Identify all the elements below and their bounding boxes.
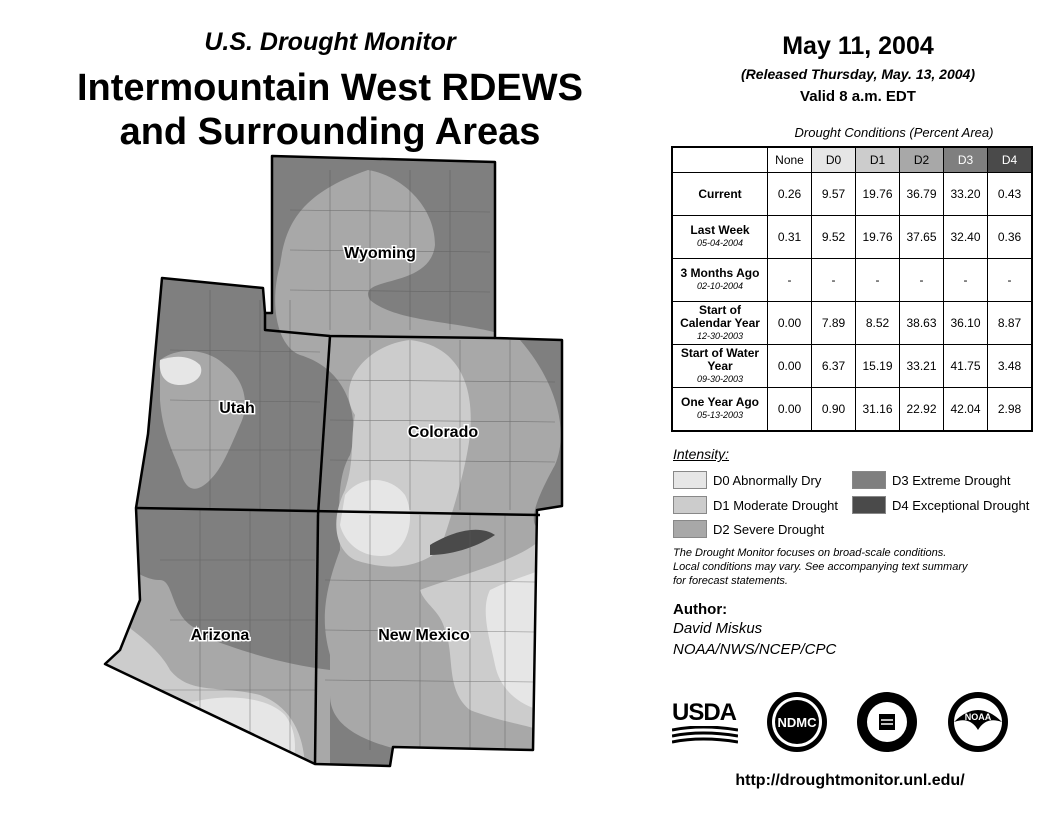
table-cell: 0.90	[812, 388, 856, 431]
table-cell: 9.57	[812, 173, 856, 216]
row-date: 02-10-2004	[696, 281, 744, 291]
legend-swatch	[673, 520, 707, 538]
legend-item-d2	[673, 520, 824, 538]
table-cell: -	[900, 259, 944, 302]
table-row	[672, 345, 1032, 388]
intensity-heading: Intensity:	[673, 446, 730, 462]
row-label: One Year Ago 05-13-2003	[672, 388, 768, 431]
map-title-line2: and Surrounding Areas	[119, 111, 541, 153]
row-date: 05-04-2004	[696, 238, 744, 248]
table-cell: 32.40	[944, 216, 988, 259]
map-subtitle: U.S. Drought Monitor	[204, 28, 456, 56]
table-row	[672, 173, 1032, 216]
row-label: Start of Water Year 09-30-2003	[672, 345, 768, 388]
table-cell: 2.98	[988, 388, 1033, 431]
map-date: May 11, 2004	[782, 32, 934, 60]
table-caption: Drought Conditions (Percent Area)	[794, 125, 994, 140]
author-heading: Author:	[673, 601, 728, 618]
ndmc-logo-text: NDMC	[777, 715, 817, 730]
map-title-line1: Intermountain West RDEWS	[77, 67, 583, 109]
valid-time: Valid 8 a.m. EDT	[800, 88, 916, 105]
map-label-wyoming: Wyoming	[344, 245, 416, 262]
table-cell: 19.76	[856, 173, 900, 216]
table-cell: 19.76	[856, 216, 900, 259]
table-row	[672, 302, 1032, 345]
table-cell: 7.89	[812, 302, 856, 345]
legend-label: D0 Abnormally Dry	[713, 472, 822, 488]
table-row	[672, 388, 1032, 431]
table-cell: -	[988, 259, 1033, 302]
col-header-d0: D0	[812, 147, 856, 173]
table-cell: 8.87	[988, 302, 1033, 345]
col-header-d2: D2	[900, 147, 944, 173]
table-cell: 0.43	[988, 173, 1033, 216]
row-label: Start of Calendar Year 12-30-2003	[672, 302, 768, 345]
table-cell: 41.75	[944, 345, 988, 388]
table-cell: 42.04	[944, 388, 988, 431]
table-cell: 36.79	[900, 173, 944, 216]
website-url: http://droughtmonitor.unl.edu/	[735, 772, 965, 789]
table-cell: 33.21	[900, 345, 944, 388]
col-header-d3: D3	[944, 147, 988, 173]
author-org: NOAA/NWS/NCEP/CPC	[673, 641, 837, 658]
drought-map	[100, 150, 580, 780]
table-cell: 0.00	[768, 345, 812, 388]
legend-label: D4 Exceptional Drought	[892, 497, 1030, 513]
row-date: 05-13-2003	[696, 409, 744, 420]
table-cell: 0.00	[768, 302, 812, 345]
col-header-d1: D1	[856, 147, 900, 173]
table-cell: -	[812, 259, 856, 302]
table-cell: 8.52	[856, 302, 900, 345]
table-cell: 31.16	[856, 388, 900, 431]
map-label-colorado: Colorado	[407, 424, 479, 441]
map-title	[0, 66, 660, 154]
row-label: 3 Months Ago 02-10-2004	[672, 259, 768, 302]
table-cell: -	[856, 259, 900, 302]
noaa-logo-text: NOAA	[964, 712, 992, 722]
noaa-logo	[946, 690, 1010, 754]
row-label: Current	[672, 173, 768, 216]
legend-swatch	[673, 471, 707, 489]
usda-logo-stripes	[672, 726, 738, 746]
map-label-utah: Utah	[219, 400, 255, 417]
row-date: 09-30-2003	[696, 373, 744, 384]
legend-label: D1 Moderate Drought	[713, 497, 839, 513]
table-cell: -	[944, 259, 988, 302]
legend-item-d4	[852, 496, 1029, 514]
commerce-seal-logo	[855, 690, 919, 754]
usda-logo-text: USDA	[672, 699, 737, 726]
disclaimer-note	[673, 546, 1033, 588]
table-cell: 3.48	[988, 345, 1033, 388]
table-cell: 0.00	[768, 388, 812, 431]
ndmc-logo	[765, 690, 829, 754]
release-date: (Released Thursday, May. 13, 2004)	[741, 66, 975, 82]
table-cell: 37.65	[900, 216, 944, 259]
table-cell: 6.37	[812, 345, 856, 388]
col-header-d4: D4	[988, 147, 1033, 173]
legend-label: D2 Severe Drought	[713, 521, 825, 537]
table-cell: 36.10	[944, 302, 988, 345]
legend-swatch	[852, 496, 886, 514]
map-label-arizona: Arizona	[190, 627, 250, 644]
col-header-none: None	[768, 147, 812, 173]
legend-item-d1	[673, 496, 838, 514]
drought-conditions-table	[671, 146, 1033, 432]
table-cell: 22.92	[900, 388, 944, 431]
author-name: David Miskus	[673, 620, 763, 637]
note-line: Local conditions may vary. See accompanying text summary	[673, 561, 968, 573]
legend-swatch	[673, 496, 707, 514]
note-line: The Drought Monitor focuses on broad-scale conditions.	[673, 547, 947, 559]
row-label: Last Week 05-04-2004	[672, 216, 768, 259]
table-cell: 38.63	[900, 302, 944, 345]
legend-item-d3	[852, 471, 1011, 489]
table-cell: 0.31	[768, 216, 812, 259]
table-cell: 33.20	[944, 173, 988, 216]
table-header-row	[672, 147, 1032, 173]
table-cell: 9.52	[812, 216, 856, 259]
usda-logo	[672, 700, 738, 748]
table-row	[672, 259, 1032, 302]
note-line: for forecast statements.	[673, 575, 788, 587]
table-cell: 0.26	[768, 173, 812, 216]
legend-label: D3 Extreme Drought	[892, 472, 1011, 488]
legend-swatch	[852, 471, 886, 489]
map-label-new-mexico: New Mexico	[378, 627, 470, 644]
legend-item-d0	[673, 471, 821, 489]
table-cell: 0.36	[988, 216, 1033, 259]
table-row	[672, 216, 1032, 259]
table-cell: 15.19	[856, 345, 900, 388]
table-corner	[672, 147, 768, 173]
row-date: 12-30-2003	[696, 330, 744, 341]
table-cell: -	[768, 259, 812, 302]
